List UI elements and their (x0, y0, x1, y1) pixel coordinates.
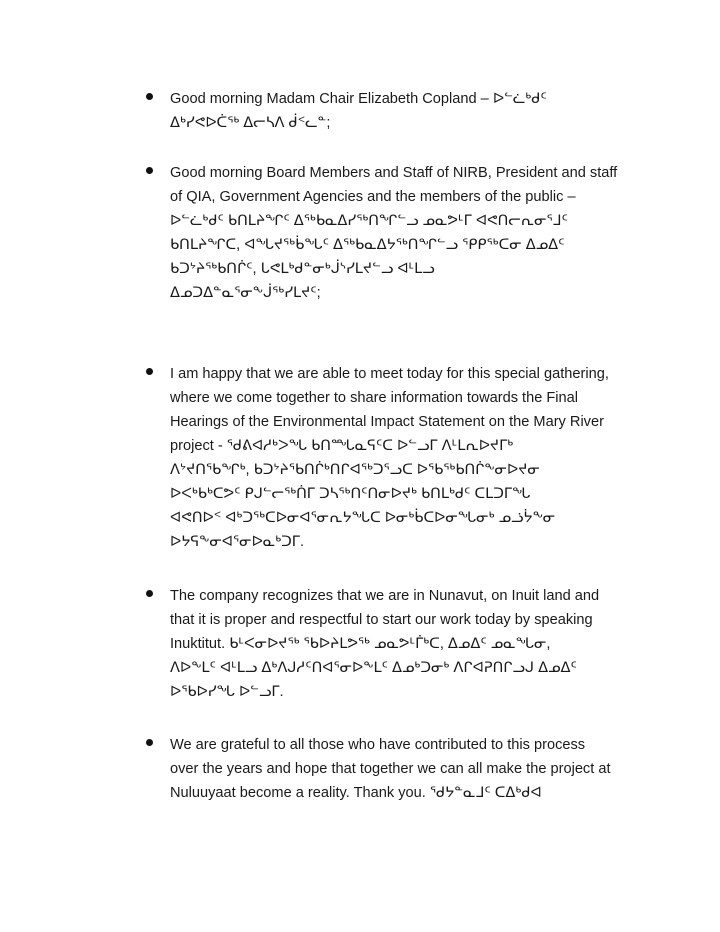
paragraph-line: where we come together to share information towards the Final (170, 390, 579, 406)
bullet-paragraph (170, 161, 640, 305)
paragraph-line: Nuluuyaat become a reality. Thank you. ᖁᔭᓐᓇᒧᑦ ᑕᐃᒃᑯᐊ (170, 785, 542, 801)
bullet-point (146, 167, 153, 174)
paragraph-line: I am happy that we are able to meet today for this special gathering, (170, 366, 609, 382)
paragraph-line: ᐃᒃᓯᕙᐅᑖᖅ ᐃᓕᓴᐱ ᑰᑉᓚᓐ; (170, 115, 331, 131)
bullet-point (146, 590, 153, 597)
paragraph-line: project - ᖁᕕᐊᓱᒃᐳᖓ ᑲᑎᙵᓇᕋᑦᑕ ᐅᓪᓗᒥ ᐱᒻᒪᕆᐅᔪᒥᒃ (170, 438, 514, 454)
paragraph-line: ᐊᕙᑎᐅᑉ ᐊᒃᑐᖅᑕᐅᓂᐊᕐᓂᕆᔭᖓᑕ ᐅᓂᒃᑳᑕᐅᓂᖓᓂᒃ ᓄᓘᔮᖕᓂ (170, 510, 556, 526)
paragraph-line: Inuktitut. ᑲᒻᐸᓂᐅᔪᖅ ᖃᐅᔨᒪᕗᖅ ᓄᓇᕗᒻᒦᒃᑕ, ᐃᓄᐃᑦ ᓄᓇᖓᓂ, (170, 636, 551, 652)
bullet-point (146, 368, 153, 375)
paragraph-line: ᐅᖃᐅᓯᖓ ᐅᓪᓗᒥ. (170, 684, 284, 700)
bullet-paragraph (170, 733, 640, 805)
paragraph-line: ᐅᓪᓛᒃᑯᑦ ᑲᑎᒪᔨᖏᑦ ᐃᖅᑲᓇᐃᓯᖅᑎᖏᓪᓗ ᓄᓇᕗᒻᒥ ᐊᕙᑎᓕᕆᓂᕐᒧᑦ (170, 213, 568, 229)
bullet-point (146, 93, 153, 100)
paragraph-line: Good morning Board Members and Staff of NIRB, President and staff (170, 165, 618, 181)
paragraph-line: of QIA, Government Agencies and the members of the public – (170, 189, 576, 205)
paragraph-line: Hearings of the Environmental Impact Statement on the Mary River (170, 414, 604, 430)
paragraph-line: ᐅᔭᕋᖕᓂᐊᕐᓂᐅᓇᒃᑐᒥ. (170, 534, 304, 550)
paragraph-line: The company recognizes that we are in Nunavut, on Inuit land and (170, 588, 600, 604)
paragraph-line: ᐱᔾᔪᑎᖃᖏᒃ, ᑲᑐᔾᔨᖃᑎᒌᒃᑎᒋᐊᖅᑐᕐᓗᑕ ᐅᖃᖅᑲᑎᒌᖕᓂᐅᔪᓂ (170, 462, 540, 478)
paragraph-line: We are grateful to all those who have contributed to this process (170, 737, 586, 753)
paragraph-line: ᐱᐅᖕᒪᑦ ᐊᒻᒪᓗ ᐃᒃᐱᒍᓱᑦᑎᐊᕐᓂᐅᖕᒪᑦ ᐃᓄᒃᑐᓂᒃ ᐱᒋᐊᕈᑎᒋᓗᒍ ᐃᓄᐃᑦ (170, 660, 577, 676)
bullet-paragraph (170, 584, 640, 704)
paragraph-line: Good morning Madam Chair Elizabeth Copland – ᐅᓪᓛᒃᑯᑦ (170, 91, 547, 107)
bullet-point (146, 739, 153, 746)
paragraph-line: over the years and hope that together we can all make the project at (170, 761, 611, 777)
bullet-paragraph (170, 87, 640, 135)
paragraph-line: ᐅᐸᒃᑲᒃᑕᕗᑦ ᑭᒍᓪᓕᖅᑏᒥ ᑐᓴᖅᑎᑦᑎᓂᐅᔪᒃ ᑲᑎᒪᒃᑯᑦ ᑕᒪᑐᒥᖓ (170, 486, 531, 502)
paragraph-line: ᐃᓄᑐᐃᓐᓇᕐᓂᖕᒎᖅᓯᒪᔪᑦ; (170, 285, 321, 301)
paragraph-line: ᑲᑐᔾᔨᖅᑲᑎᒌᑦ, ᒐᕙᒪᒃᑯᓐᓂᒃᒎᔅᓯᒪᔪᓪᓗ ᐊᒻᒪᓗ (170, 261, 435, 277)
bullet-paragraph (170, 362, 640, 554)
paragraph-line: that it is proper and respectful to start our work today by speaking (170, 612, 593, 628)
paragraph-line: ᑲᑎᒪᔨᖏᑕ, ᐊᖓᔪᖅᑳᖓᑦ ᐃᖅᑲᓇᐃᔭᖅᑎᖏᓪᓗ ᕿᑭᖅᑕᓂ ᐃᓄᐃᑦ (170, 237, 565, 253)
